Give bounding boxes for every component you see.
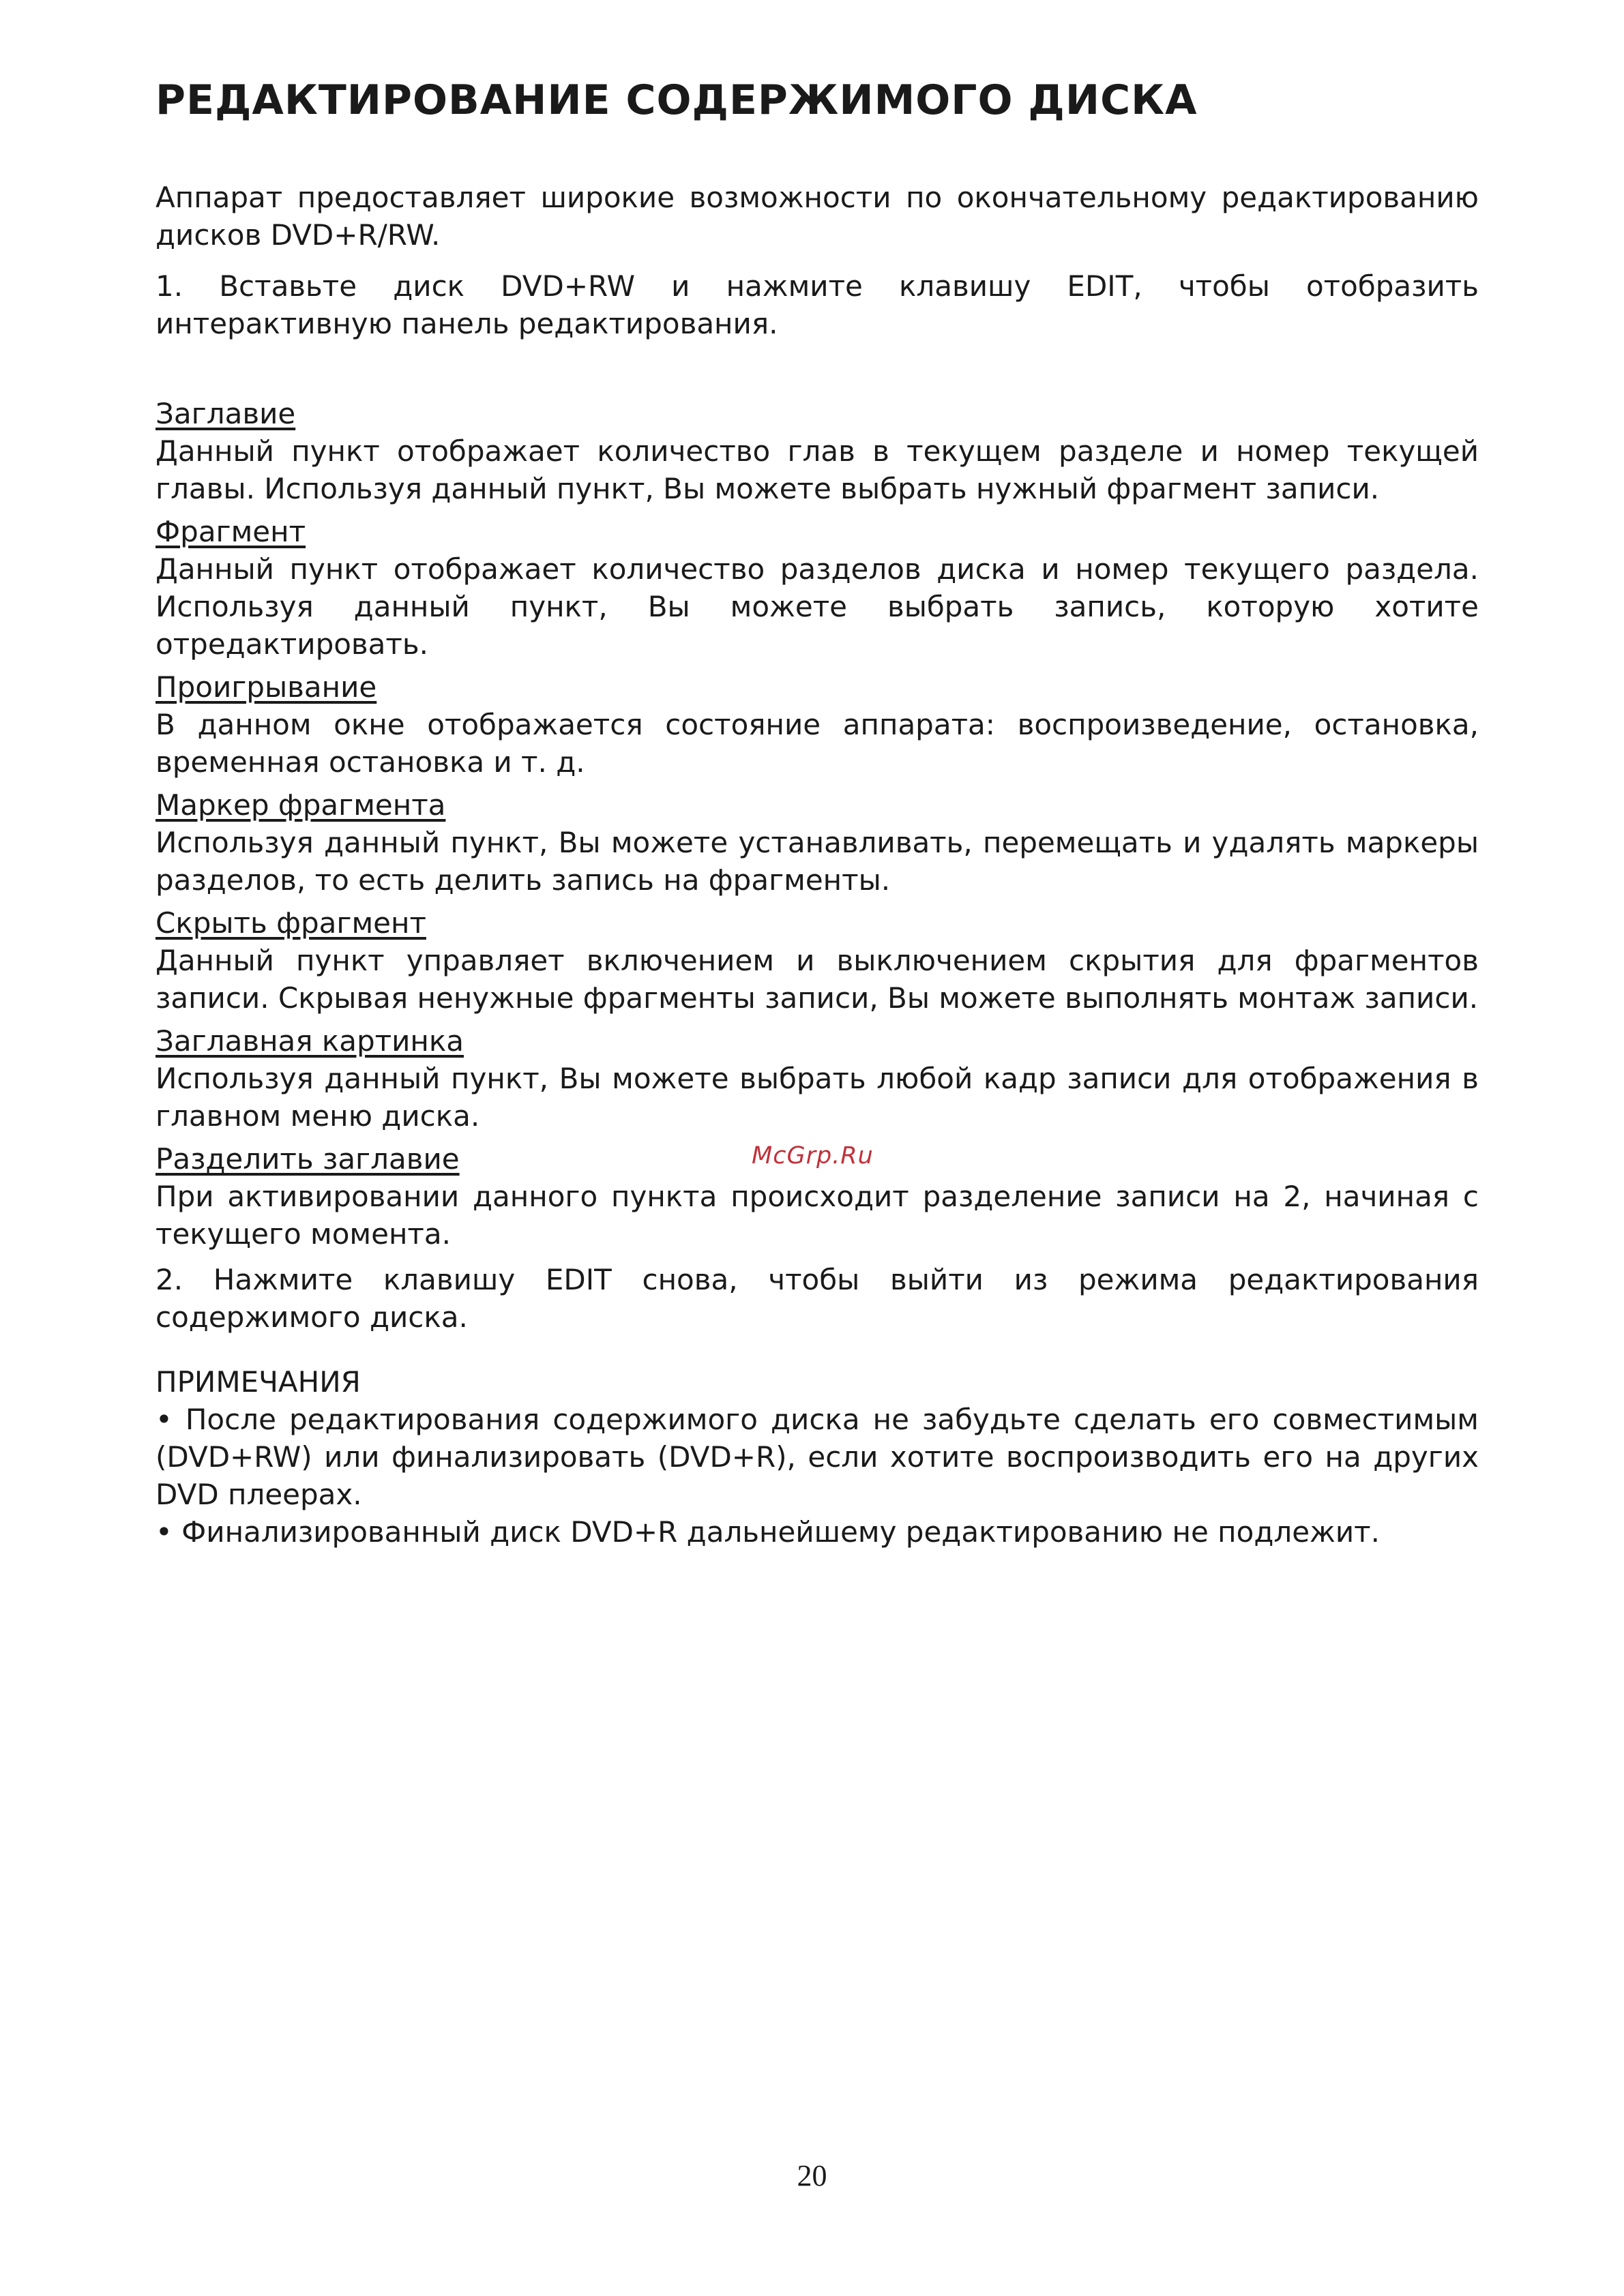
step-2: 2. Нажмите клавишу EDIT снова, чтобы выйти из режима редактирования содержимого диска. [156,1263,1479,1334]
item-term: Фрагмент [156,515,306,548]
intro-paragraph: Аппарат предоставляет широкие возможности по окончательному редактированию дисков DVD+R/RW. [156,181,1479,252]
notes-title: ПРИМЕЧАНИЯ [156,1365,361,1399]
item-description: Используя данный пункт, Вы можете устанавливать, перемещать и удалять маркеры разделов, то есть делить запись на фрагменты. [156,826,1479,897]
content [156,179,1479,1551]
page-number: 20 [797,2159,827,2192]
step-1: 1. Вставьте диск DVD+RW и нажмите клавишу EDIT, чтобы отобразить интерактивную панель редактирования. [156,269,1479,340]
item-description: Данный пункт отображает количество глав в текущем разделе и номер текущей главы. Используя данный пункт, Вы можете выбрать нужный фрагмент записи. [156,434,1479,505]
item-term: Проигрывание [156,670,377,704]
item-description: Данный пункт отображает количество разделов диска и номер текущего раздела. Используя данный пункт, Вы можете выбрать запись, которую хотите отредактировать. [156,552,1479,661]
item-term: Маркер фрагмента [156,788,446,822]
item-playback [156,668,1479,781]
note-bullet: • Финализированный диск DVD+R дальнейшему редактированию не подлежит. [156,1515,1380,1549]
item-description: При активировании данного пункта происходит разделение записи на 2, начиная с текущего момента. [156,1180,1479,1251]
page-title: РЕДАКТИРОВАНИЕ СОДЕРЖИМОГО ДИСКА [156,76,1198,124]
item-description: В данном окне отображается состояние аппарата: воспроизведение, остановка, временная остановка и т. д. [156,708,1479,779]
item-fragment-marker [156,786,1479,899]
item-fragment [156,513,1479,663]
item-term: Разделить заглавие [156,1142,460,1176]
item-hide-fragment [156,904,1479,1017]
item-term: Заглавная картинка [156,1024,464,1058]
note-bullet: • После редактирования содержимого диска не забудьте сделать его совместимым (DVD+RW) или финализировать (DVD+R), если хотите воспроизводить его на других DVD плеерах. [156,1403,1479,1511]
item-description: Данный пункт управляет включением и выключением скрытия для фрагментов записи. Скрывая ненужные фрагменты записи, Вы можете выполнять монтаж записи. [156,944,1479,1015]
item-term: Заглавие [156,397,296,430]
item-title-picture [156,1022,1479,1135]
notes [156,1363,1479,1551]
item-term: Скрыть фрагмент [156,906,426,940]
item-title [156,395,1479,507]
item-description: Используя данный пункт, Вы можете выбрать любой кадр записи для отображения в главном меню диска. [156,1062,1479,1133]
watermark: McGrp.Ru [752,1142,874,1169]
